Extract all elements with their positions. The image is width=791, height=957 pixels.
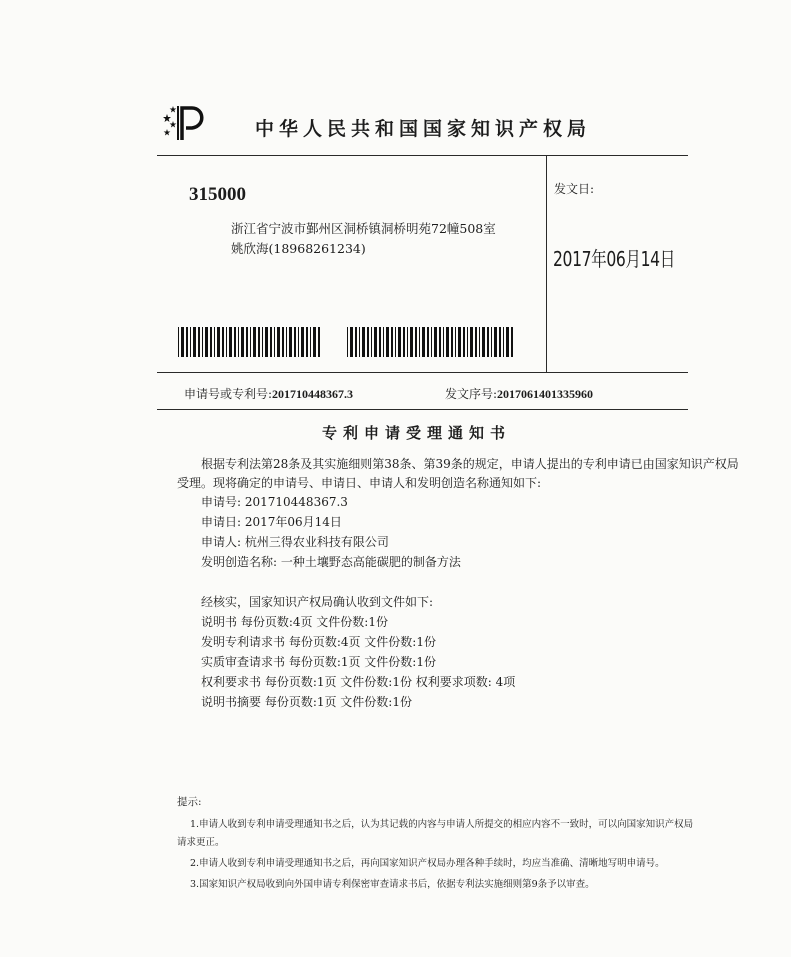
document-item: 权利要求书 每份页数:1页 文件份数:1份 权利要求项数: 4项 <box>201 675 516 689</box>
application-number-row <box>184 385 353 402</box>
application-number-value: 201710448367.3 <box>272 387 354 401</box>
document-item: 说明书摘要 每份页数:1页 文件份数:1份 <box>201 695 412 709</box>
recipient-address: 浙江省宁波市鄞州区洞桥镇洞桥明苑72幢508室 <box>231 221 496 236</box>
document-item: 说明书 每份页数:4页 文件份数:1份 <box>201 615 388 629</box>
document-item: 发明专利请求书 每份页数:4页 文件份数:1份 <box>201 635 436 649</box>
cnipa-logo <box>162 102 212 142</box>
tip-1-line-1: 1.申请人收到专利申请受理通知书之后，认为其记载的内容与申请人所提交的相应内容不一致时，可以向国家知识产权局 <box>190 819 694 830</box>
header-divider <box>157 155 688 156</box>
barcode-left <box>178 327 320 357</box>
reference-bottom-divider <box>157 409 688 410</box>
send-date: 2017年06月14日 <box>553 247 675 271</box>
tips-heading: 提示: <box>177 796 202 808</box>
agency-name: 中华人民共和国国家知识产权局 <box>255 118 592 140</box>
intro-line-2: 受理。现将确定的申请号、申请日、申请人和发明创造名称通知如下: <box>177 476 542 490</box>
document-item: 实质审查请求书 每份页数:1页 文件份数:1份 <box>201 655 436 669</box>
application-number-label: 申请号或专利号: <box>184 387 273 401</box>
serial-number-row <box>445 385 593 402</box>
field-invention-name: 发明创造名称: 一种土壤野态高能碳肥的制备方法 <box>201 555 461 569</box>
tip-2: 2.申请人收到专利申请受理通知书之后，再向国家知识产权局办理各种手续时，均应当准确、清晰地写明申请号。 <box>190 858 665 869</box>
address-bottom-divider <box>157 372 688 373</box>
intro-line-1: 根据专利法第28条及其实施细则第38条、第39条的规定，申请人提出的专利申请已由国家知识产权局 <box>201 457 739 471</box>
barcode-right <box>347 327 515 357</box>
verified-intro: 经核实，国家知识产权局确认收到文件如下: <box>201 595 434 609</box>
serial-number-value: 2017061401335960 <box>497 387 594 401</box>
postcode: 315000 <box>189 184 246 205</box>
tip-3: 3.国家知识产权局收到向外国申请专利保密审查请求书后，依据专利法实施细则第9条予以审查。 <box>190 879 595 890</box>
address-column-divider <box>546 155 547 372</box>
tip-1-line-2: 请求更正。 <box>177 837 225 848</box>
send-date-label: 发文日: <box>554 182 595 196</box>
field-application-date: 申请日: 2017年06月14日 <box>201 515 342 529</box>
notice-title: 专利申请受理通知书 <box>322 424 512 442</box>
field-applicant: 申请人: 杭州三得农业科技有限公司 <box>201 535 389 549</box>
serial-number-label: 发文序号: <box>445 387 498 401</box>
recipient-contact: 姚欣海(18968261234) <box>231 241 366 256</box>
field-application-number: 申请号: 201710448367.3 <box>201 495 348 509</box>
